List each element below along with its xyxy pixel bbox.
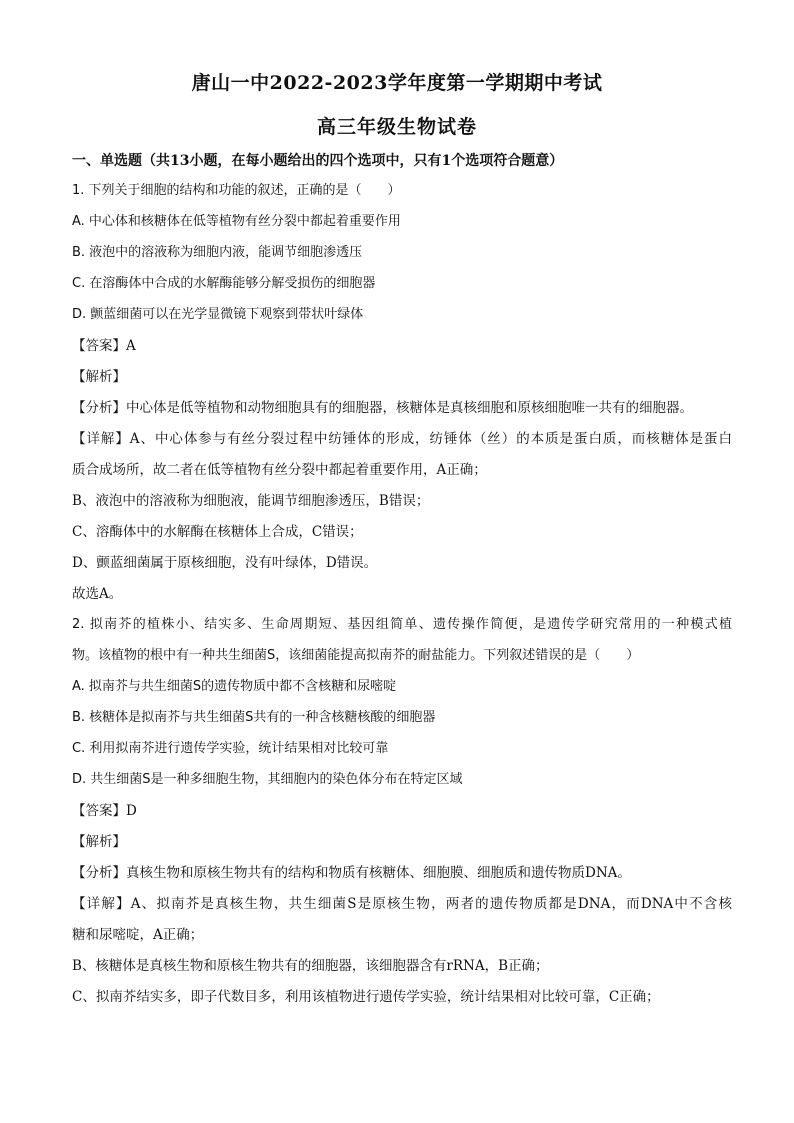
q1-detail-c: C、溶酶体中的水解酶在核糖体上合成，C错误； [72,524,363,540]
q2-detail-b: B、核糖体是真核生物和原核生物共有的细胞器，该细胞器含有rRNA，B正确； [72,958,549,974]
q2-option-a: A. 拟南芥与共生细菌S的遗传物质中都不含核糖和尿嘧啶 [72,679,397,694]
exam-title: 唐山一中2022-2023学年度第一学期期中考试 [191,72,603,94]
q1-detail-d: D、颤蓝细菌属于原核细胞，没有叶绿体，D错误。 [72,555,378,571]
q1-conclusion: 故选A。 [72,586,123,602]
q1-option-d: D. 颤蓝细菌可以在光学显微镜下观察到带状叶绿体 [72,307,364,322]
q1-answer: 【答案】A [72,338,136,354]
q2-detail-line-1: 【详解】A、拟南芥是真核生物，共生细菌S是原核生物，两者的遗传物质都是DNA，而DNA中不含核 [72,896,732,912]
q2-analysis-label: 【解析】 [72,834,126,850]
q1-analysis: 【分析】中心体是低等植物和动物细胞具有的细胞器，核糖体是真核细胞和原核细胞唯一共有的细胞器。 [72,400,693,416]
q1-option-b: B. 液泡中的溶液称为细胞内液，能调节细胞渗透压 [72,245,363,260]
q2-option-b: B. 核糖体是拟南芥与共生细菌S共有的一种含核糖核酸的细胞器 [72,710,436,725]
q1-option-a: A. 中心体和核糖体在低等植物有丝分裂中都起着重要作用 [72,214,401,229]
q1-detail-line-1: 【详解】A、中心体参与有丝分裂过程中纺锤体的形成，纺锤体（丝）的本质是蛋白质，而核糖体是蛋白 [72,431,732,447]
q2-answer: 【答案】D [72,803,137,819]
exam-subtitle: 高三年级生物试卷 [316,116,477,138]
q2-detail-c: C、拟南芥结实多，即子代数目多，利用该植物进行遗传学实验，统计结果相对比较可靠，C正确； [72,989,660,1005]
q2-detail-line-2: 糖和尿嘧啶，A正确； [72,927,204,943]
q2-stem-line-2: 物。该植物的根中有一种共生细菌S，该细菌能提高拟南芥的耐盐能力。下列叙述错误的是（ ） [72,648,640,663]
q1-detail-line-2: 质合成场所，故二者在低等植物有丝分裂中都起着重要作用，A正确； [72,462,487,478]
q2-analysis: 【分析】真核生物和原核生物共有的结构和物质有核糖体、细胞膜、细胞质和遗传物质DNA。 [72,865,631,881]
q1-analysis-label: 【解析】 [72,369,126,385]
q1-option-c: C. 在溶酶体中合成的水解酶能够分解受损伤的细胞器 [72,276,376,291]
q1-detail-b: B、液泡中的溶液称为细胞液，能调节细胞渗透压，B错误； [72,493,430,509]
q2-option-c: C. 利用拟南芥进行遗传学实验，统计结果相对比较可靠 [72,741,389,756]
content-body [72,181,732,1018]
q2-option-d: D. 共生细菌S是一种多细胞生物，其细胞内的染色体分布在特定区域 [72,772,463,787]
q1-stem: 1. 下列关于细胞的结构和功能的叙述，正确的是（ ） [72,183,401,198]
section-heading: 一、单选题（共13小题，在每小题给出的四个选项中，只有1个选项符合题意） [72,153,564,169]
q2-stem-line-1: 2. 拟南芥的植株小、结实多、生命周期短、基因组简单、遗传操作简便，是遗传学研究常用的一种模式植 [72,617,732,632]
